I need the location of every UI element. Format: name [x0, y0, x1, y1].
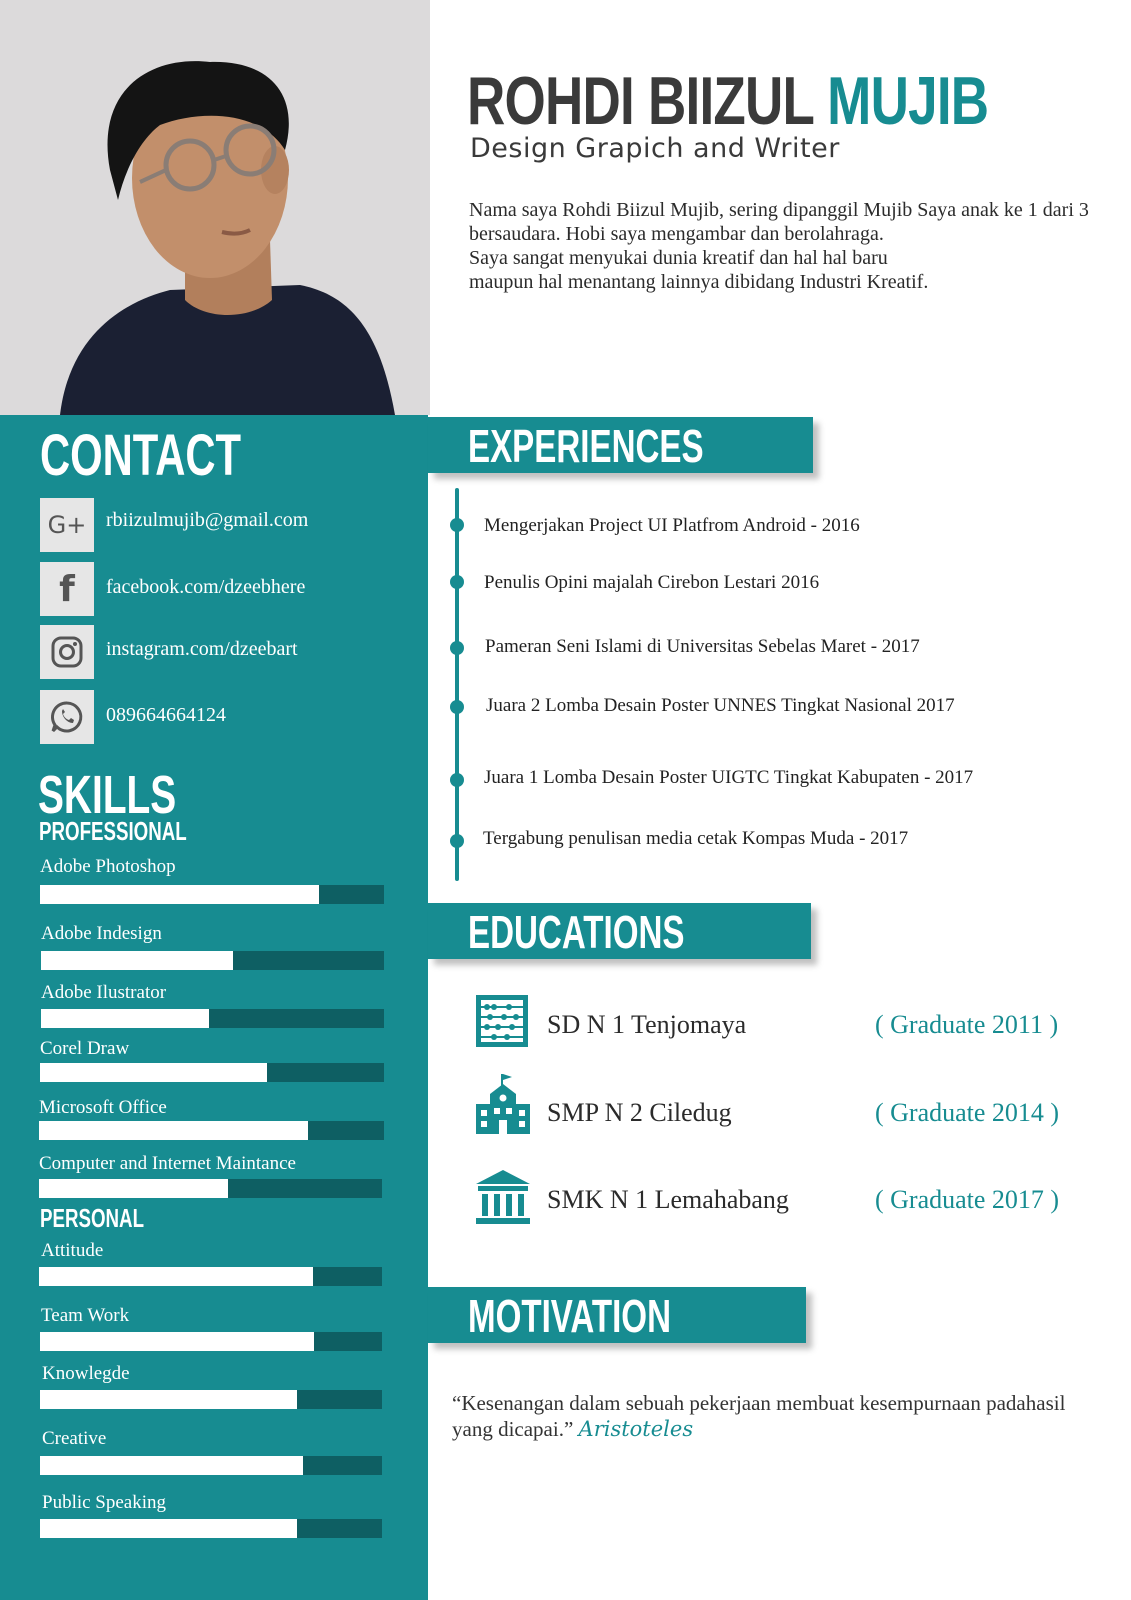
- about-line: bersaudara. Hobi saya mengambar dan berolahraga.: [469, 223, 884, 245]
- edu-graduate-1: ( Graduate 2011 ): [875, 1010, 1059, 1039]
- educations-heading: EDUCATIONS: [468, 906, 685, 958]
- timeline-dot: [450, 834, 464, 848]
- contact-email[interactable]: rbiizulmujib@gmail.com: [106, 509, 309, 531]
- skill-bar-fill: [40, 1332, 314, 1351]
- skill-label: Adobe Photoshop: [40, 856, 176, 877]
- skill-label: Team Work: [41, 1305, 130, 1326]
- personal-heading: PERSONAL: [40, 1203, 145, 1233]
- experience-item: Juara 1 Lomba Desain Poster UIGTC Tingkat Kabupaten - 2017: [484, 767, 974, 788]
- skill-bar: [40, 885, 384, 904]
- experience-item: Pameran Seni Islami di Universitas Sebelas Maret - 2017: [485, 636, 920, 657]
- professional-heading: PROFESSIONAL: [39, 816, 187, 846]
- skill-bar: [40, 1519, 382, 1538]
- skill-bar: [41, 951, 384, 970]
- skill-bar-fill: [39, 1179, 228, 1198]
- person-name: [467, 62, 988, 140]
- about-line: Nama saya Rohdi Biizul Mujib, sering dipanggil Mujib Saya anak ke 1 dari 3: [469, 199, 1089, 221]
- school-building-icon: [474, 1072, 530, 1136]
- profile-photo: [0, 0, 430, 415]
- skill-label: Corel Draw: [40, 1038, 130, 1059]
- skill-bar: [40, 1390, 382, 1409]
- about-line: maupun hal menantang lainnya dibidang Industri Kreatif.: [469, 271, 929, 293]
- skill-bar: [40, 1063, 384, 1082]
- name-first: ROHDI BIIZUL: [467, 63, 814, 139]
- skill-label: Attitude: [41, 1240, 104, 1261]
- abacus-icon: [474, 993, 530, 1049]
- edu-school-2: SMP N 2 Ciledug: [547, 1098, 732, 1127]
- person-portrait-image: [0, 0, 430, 415]
- skill-label: Knowlegde: [42, 1363, 130, 1384]
- skill-label: Adobe Ilustrator: [41, 982, 167, 1003]
- educations-header: [428, 903, 811, 959]
- skill-bar-fill: [41, 951, 233, 970]
- institution-icon: [474, 1168, 530, 1226]
- skill-bar-fill: [41, 1009, 209, 1028]
- skill-bar-fill: [40, 1519, 297, 1538]
- contact-instagram[interactable]: instagram.com/dzeebart: [106, 638, 298, 660]
- contact-heading: CONTACT: [40, 423, 242, 488]
- timeline-dot: [450, 641, 464, 655]
- skill-bar: [39, 1121, 384, 1140]
- google-plus-icon: G+: [40, 498, 94, 552]
- instagram-icon: [40, 625, 94, 679]
- timeline-dot: [450, 773, 464, 787]
- skill-bar-fill: [39, 1267, 313, 1286]
- experience-timeline: [455, 488, 459, 881]
- facebook-icon: f: [40, 562, 94, 616]
- motivation-quote: [452, 1390, 1092, 1442]
- skill-bar-fill: [40, 1063, 267, 1082]
- skill-label: Microsoft Office: [39, 1097, 167, 1118]
- about-line: Saya sangat menyukai dunia kreatif dan hal hal baru: [469, 247, 888, 269]
- skill-bar: [41, 1009, 384, 1028]
- skill-label: Creative: [42, 1428, 107, 1449]
- motivation-header: [428, 1287, 806, 1343]
- experience-item: Tergabung penulisan media cetak Kompas Muda - 2017: [483, 828, 909, 849]
- contact-facebook[interactable]: facebook.com/dzeebhere: [106, 576, 306, 598]
- skill-label: Adobe Indesign: [41, 923, 162, 944]
- experience-item: Mengerjakan Project UI Platfrom Android - 2016: [484, 515, 860, 536]
- timeline-dot: [450, 575, 464, 589]
- quote-author: Aristoteles: [578, 1417, 694, 1441]
- edu-school-1: SD N 1 Tenjomaya: [547, 1010, 747, 1039]
- edu-school-3: SMK N 1 Lemahabang: [547, 1185, 789, 1214]
- skill-label: Computer and Internet Maintance: [39, 1153, 296, 1174]
- skill-bar-fill: [40, 885, 319, 904]
- experience-item: Juara 2 Lomba Desain Poster UNNES Tingkat Nasional 2017: [486, 695, 955, 716]
- contact-phone[interactable]: 089664664124: [106, 704, 226, 726]
- edu-graduate-2: ( Graduate 2014 ): [875, 1098, 1060, 1127]
- skill-bar: [40, 1332, 382, 1351]
- experiences-header: [428, 417, 813, 473]
- about-text: [469, 198, 1129, 294]
- quote-text: “Kesenangan dalam sebuah pekerjaan membuat kesempurnaan padahasil yang dicapai.”: [452, 1391, 1066, 1441]
- timeline-dot: [450, 700, 464, 714]
- whatsapp-icon: [40, 690, 94, 744]
- job-title: Design Grapich and Writer: [470, 133, 840, 164]
- experiences-heading: EXPERIENCES: [468, 420, 704, 472]
- skill-bar: [39, 1267, 382, 1286]
- skill-bar: [39, 1179, 382, 1198]
- skills-heading: SKILLS: [38, 765, 177, 825]
- skill-bar-fill: [40, 1390, 297, 1409]
- skill-bar-fill: [39, 1121, 308, 1140]
- edu-graduate-3: ( Graduate 2017 ): [875, 1185, 1060, 1214]
- motivation-heading: MOTIVATION: [468, 1290, 671, 1342]
- timeline-dot: [450, 518, 464, 532]
- name-last: MUJIB: [827, 63, 989, 139]
- skill-bar: [40, 1456, 382, 1475]
- skill-bar-fill: [40, 1456, 303, 1475]
- skill-label: Public Speaking: [42, 1492, 167, 1513]
- experience-item: Penulis Opini majalah Cirebon Lestari 2016: [484, 572, 820, 593]
